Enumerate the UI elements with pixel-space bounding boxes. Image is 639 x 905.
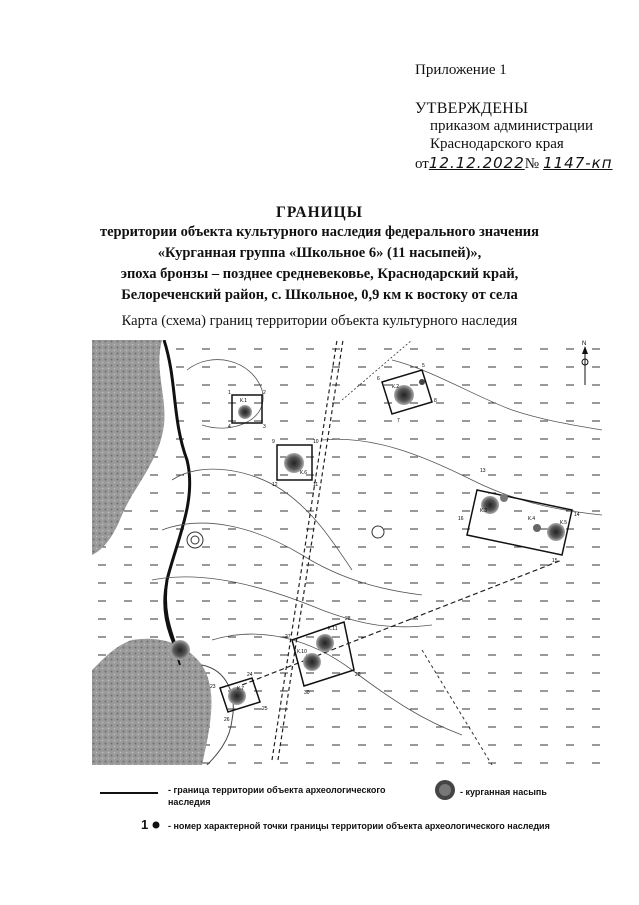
mound-k1 xyxy=(238,405,252,419)
mound-label-k6: К.6 xyxy=(300,470,308,476)
legend-boundary-label: - граница территории объекта археологического наследия xyxy=(168,785,386,807)
point-24: 24 xyxy=(247,672,253,678)
point-14: 14 xyxy=(574,512,580,518)
point-6: 6 xyxy=(377,376,380,382)
mound-label-k3: К.3 xyxy=(480,508,488,514)
point-15: 15 xyxy=(552,558,558,564)
approved-line-1: приказом администрации xyxy=(430,118,594,134)
mound-riverside xyxy=(170,640,190,660)
subtitle-line-2: «Курганная группа «Школьное 6» (11 насыпей)», xyxy=(157,245,482,261)
point-8: 8 xyxy=(434,398,437,404)
signature-line xyxy=(415,154,613,173)
mound-label-k11: К.11 xyxy=(328,626,338,632)
legend-point-number: 1 xyxy=(141,817,149,832)
subtitle-line-3: эпоха бронзы – позднее средневековье, Краснодарский край, xyxy=(120,266,519,282)
sig-number: 1147-кп xyxy=(543,154,613,172)
north-label: N xyxy=(582,341,587,347)
point-23: 23 xyxy=(210,684,216,690)
point-4: 4 xyxy=(228,424,231,430)
map-figure xyxy=(92,340,602,765)
point-9: 9 xyxy=(272,439,275,445)
document-subtitle xyxy=(0,222,639,306)
point-3: 3 xyxy=(263,424,266,430)
point-2: 2 xyxy=(263,390,266,396)
point-29: 29 xyxy=(355,672,361,678)
approved-title: УТВЕРЖДЕНЫ xyxy=(415,100,529,117)
map-caption: Карта (схема) границ территории объекта культурного наследия xyxy=(121,313,518,329)
mound-label-k2: К.2 xyxy=(392,384,400,390)
document-title: ГРАНИЦЫ xyxy=(276,204,363,221)
mound-k10 xyxy=(303,653,321,671)
sig-number-prefix: № xyxy=(524,156,540,172)
mound-label-k1: К.1 xyxy=(240,398,248,404)
approved-line-2: Краснодарского края xyxy=(430,136,564,152)
subtitle-line-4: Белореченский район, с. Школьное, 0,9 км к востоку от села xyxy=(121,287,518,303)
point-1: 1 xyxy=(228,390,231,396)
water-area-lower xyxy=(92,639,211,765)
appendix-label: Приложение 1 xyxy=(415,62,507,78)
point-11: 11 xyxy=(313,482,319,488)
mound-k11 xyxy=(316,634,334,652)
point-13: 13 xyxy=(480,468,486,474)
subtitle-line-1: территории объекта культурного наследия федерального значения xyxy=(99,224,539,240)
legend-mound-label: - курганная насыпь xyxy=(460,787,547,797)
mound-label-k7: К.7 xyxy=(237,686,245,692)
legend-boundary-line xyxy=(100,788,160,798)
point-7: 7 xyxy=(397,418,400,424)
legend-point-label: - номер характерной точки границы территории объекта археологического наследия xyxy=(168,821,550,831)
mound-label-k4: К.4 xyxy=(528,516,536,522)
point-12: 12 xyxy=(272,482,278,488)
mound-label-k10: К.10 xyxy=(297,649,307,655)
point-27: 27 xyxy=(285,634,291,640)
point-25: 25 xyxy=(262,706,268,712)
legend-point-dot xyxy=(151,820,161,830)
point-5: 5 xyxy=(422,363,425,369)
point-28: 28 xyxy=(345,616,351,622)
mound-label-k5: К.5 xyxy=(560,520,568,526)
point-16: 16 xyxy=(458,516,464,522)
sig-date: 12.12.2022 xyxy=(428,154,525,172)
mound-k4 xyxy=(533,524,541,532)
point-30: 30 xyxy=(304,690,310,696)
legend-mound-symbol xyxy=(432,777,458,803)
point-10: 10 xyxy=(313,439,319,445)
point-26: 26 xyxy=(224,717,230,723)
sig-prefix: от xyxy=(415,156,429,172)
